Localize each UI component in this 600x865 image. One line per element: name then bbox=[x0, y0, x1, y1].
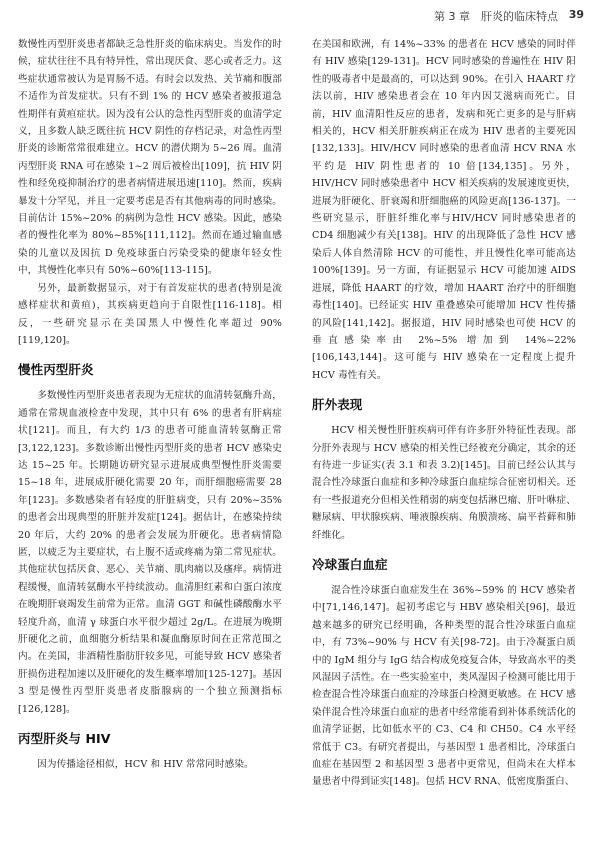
page-number: 39 bbox=[568, 8, 584, 21]
paragraph: 数慢性丙型肝炎患者都缺乏急性肝炎的临床病史。当发作的时候，症状往往不具有特异性，常出现厌食、恶心或者乏力。这些症状通常被认为是胃肠不适。有时会以发热、关节痛和腹部不适作为首发症状。只有不到 1% 的 HCV 感染者被报道急性期伴有黄疸症状。因为没有公认的急性丙型肝炎的血清学定义，且多数人缺乏既往抗 HCV 阴性的存档记录，对急性丙型肝炎的诊断常常很难建立。HCV 的潜伏期为 5~26 周。血清丙型肝炎 RNA 可在感染 1~2 周后被检出[109]，抗 HIV 阴性和经免疫抑制治疗的患者病情进展迅速[110]。然而，疾病暴发十分罕见，并且一定要考虑是否有其他病毒的同时感染。目前估计 15%~20% 的病例为急性 HCV 感染。因此，感染者的慢性化率为 80%~85%[111,112]。然而在通过输血感染的儿童以及因抗 D 免疫球蛋白污染受染的健康年轻女性中，其慢性化率只有 50%~60%[113-115]。 bbox=[18, 39, 282, 277]
paragraph: 多数慢性丙型肝炎患者表现为无症状的血清转氨酶升高，通常在常规血液检查中发现，其中只有 6% 的患者有肝病症状[121]。而且，有大约 1/3 的患者可能血清转氨酶正常[3,122,123]。多数诊断出慢性丙型肝炎的患者 HCV 感染史达 15~25 年。长期随访研究显示进展成典型慢性肝炎需要 15~18 年，进展成肝硬化需要 20 年，而肝细胞癌需要 28 年[123]。多数感染者有轻度的肝脏病变，只有 20%~35% 的患者会出现典型的肝脏并发症[124]。据估计，在感染持续 20 年后，大约 20% 的患者会发展为肝硬化。患者病情隐匿，以疲乏为主要症状，右上腹不适或疼痛为第二常见症状。其他症状包括厌食、恶心、关节痛、肌肉痛以及瘙痒。病情进程缓慢，血清转氨酶水平持续波动。血清胆红素和白蛋白浓度在晚期肝衰竭发生前常为正常。血清 GGT 和碱性磷酸酶水平轻度升高，血清 γ 球蛋白水平很少超过 2g/L。在进展为晚期肝硬化之前，血细胞分析结果和凝血酶原时间在正常范围之内。在美国，非酒精性脂肪肝较多见，可能导致 HCV 感染者肝损伤进程加速以及肝硬化的发生概率增加[125-127]。基因 3 型是慢性丙型肝炎患者皮脂腺病的一个独立预测指标[126,128]。 bbox=[18, 390, 282, 715]
section-heading-chronic: 慢性丙型肝炎 bbox=[18, 362, 94, 378]
paragraph: 在美国和欧洲，有 14%~33% 的患者在 HCV 感染的同时伴有 HIV 感染[129-131]。HCV 同时感染的普遍性在 HIV 阳性的吸毒者中是最高的，可以达到 90%。在引入 HAART 疗法以前，HIV 感染患者会在 10 年内因艾滋病而死亡。目前，HIV 血清阳性反应的患者，发病和死亡更多的是与肝病相关的，HCV 相关肝脏疾病正在成为 HIV 患者的主要死因[132,133]。HIV/HCV 同时感染的患者血清 HCV RNA 水平约是 HIV 阴性患者的 10 倍[134,135]。另外，HIV/HCV 同时感染患者中 HCV 相关疾病的发展速度更快，进展为肝硬化、肝衰竭和肝细胞癌的风险更高[136-137]。一些研究显示，肝脏纤维化率与HIV/HCV 同时感染患者的 CD4 细胞减少有关[138]。HIV 的出现降低了急性 HCV 感染后人体自然清除 HCV 的可能性，并且慢性化率可能高达 100%[139]。另一方面，有证据显示 HCV 可能加速 AIDS 进展，降低 HAART 的疗效，增加 HAART 治疗中的肝细胞毒性[140]。已经证实 HIV 重叠感染可能增加 HCV 性传播的风险[141,142]。据报道，HIV 同时感染也可使 HCV 的垂直感染率由 2%~5% 增加到 14%~22%[106,143,144]。这可能与 HIV 感染在一定程度上提升 HCV 毒性有关。 bbox=[312, 39, 576, 381]
right-column bbox=[312, 36, 576, 791]
section-heading-extrahepatic: 肝外表现 bbox=[312, 397, 363, 413]
paragraph: HCV 相关慢性肝脏疾病可伴有许多肝外特征性表现。部分肝外表现与 HCV 感染的相关性已经被充分确定，其余的还有待进一步证实(表 3.1 和表 3.2)[145]。目前已经公认其与混合性冷球蛋白血症和多种冷球蛋白血症综合征密切相关。还有一些报道充分但相关性稍弱的病变包括淋巴瘤、肝叶咻症、糖尿病、甲状腺疾病、唾液腺疾病、角膜溃疡、扁平苔藓和肺纤维化。 bbox=[312, 425, 576, 541]
paragraph: 因为传播途径相似，HCV 和 HIV 常常同时感染。 bbox=[37, 759, 254, 771]
chapter-title: 第 3 章 肝炎的临床特点 bbox=[434, 10, 558, 23]
section-heading-cryoglobulinemia: 冷球蛋白血症 bbox=[312, 556, 388, 572]
paragraph: 另外，最新数据显示，对于有首发症状的患者(特别是流感样症状和黄疸)，其疾病更趋向于自限性[116-118]。相反，一些研究显示在美国黑人中慢性化率超过 90%[119,120]。 bbox=[18, 282, 282, 346]
page-header bbox=[0, 0, 600, 30]
left-column bbox=[18, 36, 282, 773]
paragraph: 混合性冷球蛋白血症发生在 36%~59% 的 HCV 感染者中[71,146,147]。起初考虑它与 HBV 感染相关[96]，最近越来越多的研究已经明确，各种类型的混合性冷球蛋白血症中，有 73%~90% 与 HCV 有关[98-72]。由于冷凝蛋白质中的 IgM 组分与 IgG 结合构成免疫复合体，导致高水平的类风湿因子活性。在一些实验室中，类风湿因子检测可能比用于检查混合性冷球蛋白血症的冷球蛋白检测更敏感。在 HCV 感染伴混合性冷球蛋白血症的患者中经常能看到补体系统活化的血清学证据，比如低水平的 C3、C4 和 CH50。C4 水平经常低于 C3。有研究者提出，与基因型 1 患者相比，冷球蛋白血症在基因型 2 和基因型 3 患者中更常见，但尚未在大样本量患者中得到证实[148]。包括 HCV RNA、低密度脂蛋白、 bbox=[312, 584, 576, 788]
section-heading-hiv: 丙型肝炎与 HIV bbox=[18, 731, 111, 747]
